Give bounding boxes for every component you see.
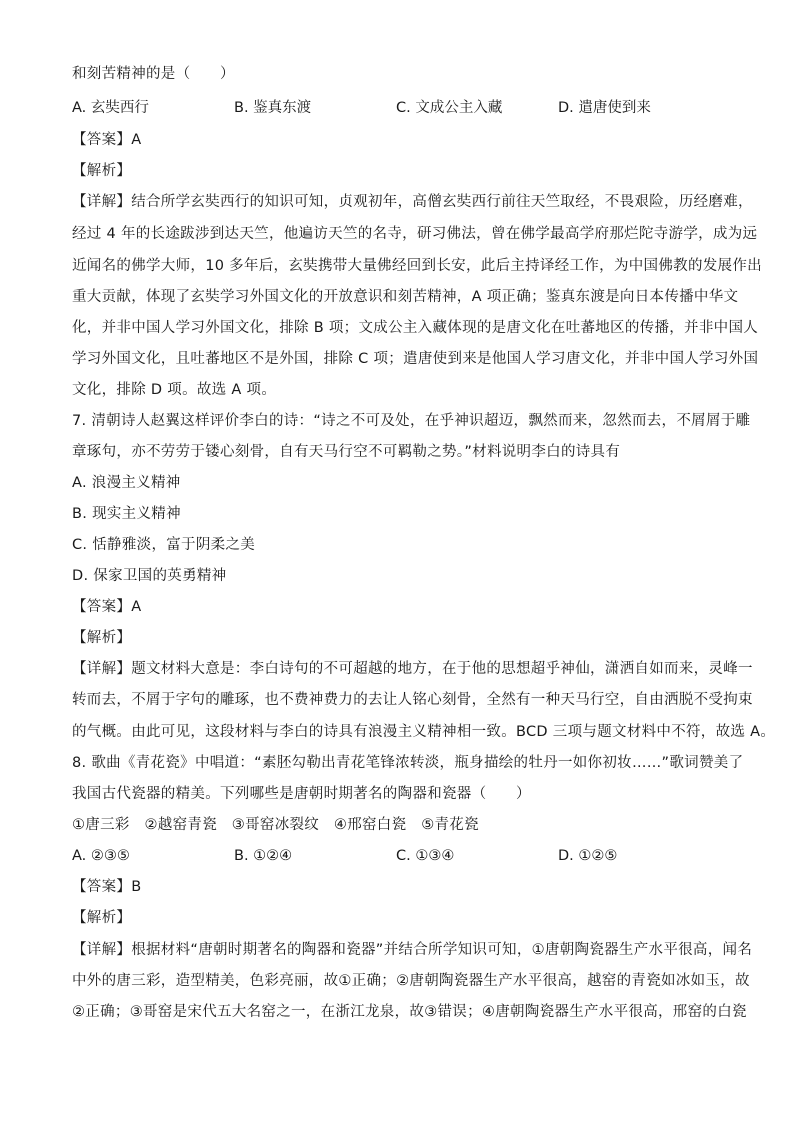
q7-detail-line: 转而去，不屑于字句的雕琢，也不费神费力的去让人铭心刻骨，全然有一种天马行空，自由洒脱不受拘束 bbox=[72, 692, 753, 708]
q6-detail-line: 近闻名的佛学大师，10 多年后，玄奘携带大量佛经回到长安，此后主持译经工作，为中国佛教的发展作出 bbox=[72, 258, 762, 274]
q8-option-b: B. ①②④ bbox=[234, 848, 293, 864]
q8-stem-line: 我国古代瓷器的精美。下列哪些是唐朝时期著名的陶器和瓷器（ ） bbox=[72, 786, 531, 802]
q8-answer: 【答案】B bbox=[72, 879, 142, 895]
q7-option-c: C. 恬静雅淡，富于阴柔之美 bbox=[72, 537, 256, 553]
q8-option-a: A. ②③⑤ bbox=[72, 848, 130, 864]
q7-answer: 【答案】A bbox=[72, 599, 142, 615]
q6-stem-tail: 和刻苦精神的是（ ） bbox=[72, 66, 235, 82]
q6-detail-line: 经过 4 年的长途跋涉到达天竺，他遍访天竺的名寺，研习佛法，曾在佛学最高学府那烂陀寺游学，成为远 bbox=[72, 226, 758, 242]
q6-option-b: B. 鉴真东渡 bbox=[234, 100, 312, 116]
q6-analysis-label: 【解析】 bbox=[72, 163, 132, 179]
q6-detail-line: 文化，排除 D 项。故选 A 项。 bbox=[72, 382, 277, 398]
q8-detail-line: ②正确；③哥窑是宋代五大名窑之一，在浙江龙泉，故③错误；④唐朝陶瓷器生产水平很高，邢窑的白瓷 bbox=[72, 1004, 747, 1020]
q6-detail-line: 化，并非中国人学习外国文化，排除 B 项；文成公主入藏体现的是唐文化在吐蕃地区的传播，并非中国人 bbox=[72, 320, 759, 336]
q7-stem-line: 7. 清朝诗人赵翼这样评价李白的诗：“诗之不可及处，在乎神识超迈，飘然而来，忽然而去，不屑屑于雕 bbox=[72, 413, 751, 429]
q8-items: ①唐三彩 ②越窑青瓷 ③哥窑冰裂纹 ④邢窑白瓷 ⑤青花瓷 bbox=[72, 817, 479, 833]
q8-option-d: D. ①②⑤ bbox=[558, 848, 618, 864]
q6-option-d: D. 遣唐使到来 bbox=[558, 100, 651, 116]
q7-analysis-label: 【解析】 bbox=[72, 630, 132, 646]
q6-detail-line: 学习外国文化，且吐蕃地区不是外国，排除 C 项；遣唐使到来是他国人学习唐文化，并非中国人学习外国 bbox=[72, 351, 759, 367]
q6-detail-line: 【详解】结合所学玄奘西行的知识可知，贞观初年，高僧玄奘西行前往天竺取经，不畏艰险，历经磨难， bbox=[72, 194, 753, 210]
q6-option-c: C. 文成公主入藏 bbox=[396, 100, 503, 116]
q7-option-d: D. 保家卫国的英勇精神 bbox=[72, 568, 227, 584]
q8-stem-line: 8. 歌曲《青花瓷》中唱道：“素胚勾勒出青花笔锋浓转淡，瓶身描绘的牡丹一如你初妆……”歌词赞美了 bbox=[72, 755, 744, 771]
q8-option-c: C. ①③④ bbox=[396, 848, 455, 864]
q8-detail-line: 中外的唐三彩，造型精美，色彩亮丽，故①正确；②唐朝陶瓷器生产水平很高，越窑的青瓷如冰如玉，故 bbox=[72, 973, 750, 989]
q7-option-a: A. 浪漫主义精神 bbox=[72, 475, 181, 491]
q7-detail-line: 的气概。由此可见，这段材料与李白的诗具有浪漫主义精神相一致。BCD 三项与题文材料中不符，故选 A。 bbox=[72, 724, 776, 740]
q8-analysis-label: 【解析】 bbox=[72, 910, 132, 926]
q8-detail-line: 【详解】根据材料“唐朝时期著名的陶器和瓷器”并结合所学知识可知，①唐朝陶瓷器生产水平很高，闻名 bbox=[72, 942, 753, 958]
q6-answer: 【答案】A bbox=[72, 132, 142, 148]
q7-stem-line: 章琢句，亦不劳劳于镂心刻骨，自有天马行空不可羁勒之势。”材料说明李白的诗具有 bbox=[72, 444, 621, 460]
q6-detail-line: 重大贡献，体现了玄奘学习外国文化的开放意识和刻苦精神，A 项正确；鉴真东渡是向日本传播中华文 bbox=[72, 289, 739, 305]
q6-option-a: A. 玄奘西行 bbox=[72, 100, 149, 116]
q7-detail-line: 【详解】题文材料大意是：李白诗句的不可超越的地方，在于他的思想超乎神仙，潇洒自如而来，灵峰一 bbox=[72, 661, 753, 677]
q7-option-b: B. 现实主义精神 bbox=[72, 506, 181, 522]
